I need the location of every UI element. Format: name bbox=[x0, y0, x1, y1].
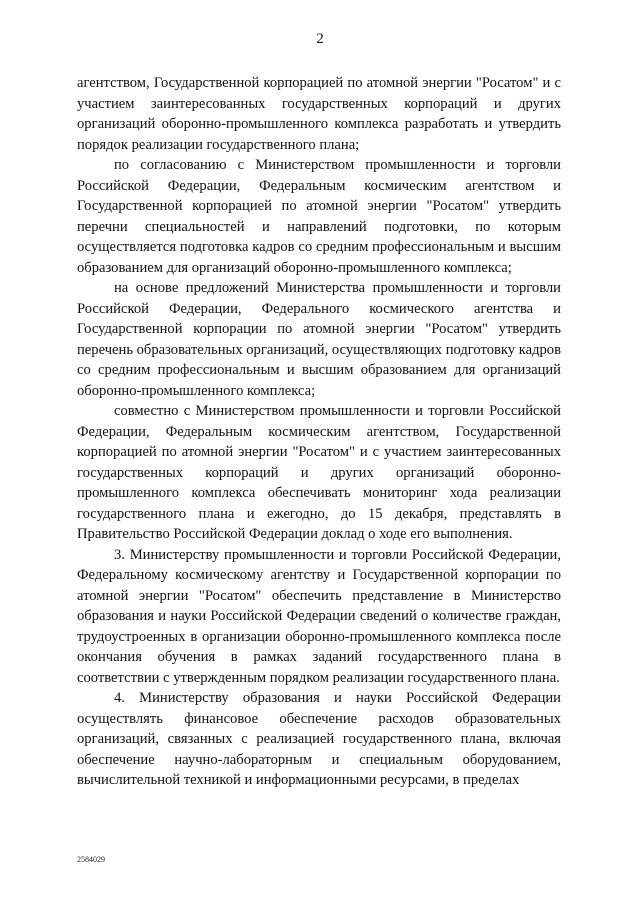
paragraph-continuation: агентством, Государственной корпорацией по атомной энергии "Росатом" и с участием заинтересованных государственных корпораций и других организаций оборонно-промышленного комплекса разработать и утвердить порядок реализации государственного плана; bbox=[77, 75, 561, 153]
paragraph-item-4: 4. Министерству образования и науки Российской Федерации осуществлять финансовое обеспечение расходов образовательных организаций, связанных с реализацией государственного плана, включая обеспечение научно-лабораторным и специальным оборудованием, вычислительной техникой и информационными ресурсами, в пределах bbox=[77, 690, 561, 788]
paragraph-educational-organizations: на основе предложений Министерства промышленности и торговли Российской Федерации, Федерального космического агентства и Государственной корпорации по атомной энергии "Росатом" утвердить перечень образовательных организаций, осуществляющих подготовку кадров со средним профессиональным и высшим образованием для организаций оборонно-промышленного комплекса; bbox=[77, 280, 561, 399]
paragraph-specialties-list: по согласованию с Министерством промышленности и торговли Российской Федерации, Федеральным космическим агентством и Государственной корпорацией по атомной энергии "Росатом" утвердить перечни специальностей и направлений подготовки, по которым осуществляется подготовка кадров со средним профессиональным и высшим образованием для организаций оборонно-промышленного комплекса; bbox=[77, 157, 561, 276]
document-id: 2584029 bbox=[77, 855, 105, 864]
paragraph-monitoring: совместно с Министерством промышленности и торговли Российской Федерации, Федеральным космическим агентством, Государственной корпорацией по атомной энергии "Росатом" и с участием заинтересованных государственных корпораций и других организаций оборонно-промышленного комплекса обеспечивать мониторинг хода реализации государственного плана и ежегодно, до 15 декабря, представлять в Правительство Российской Федерации доклад о ходе его выполнения. bbox=[77, 403, 561, 542]
document-body bbox=[77, 73, 561, 791]
paragraph-item-3: 3. Министерству промышленности и торговли Российской Федерации, Федеральному космическому агентству и Государственной корпорации по атомной энергии "Росатом" обеспечить представление в Министерство образования и науки Российской Федерации сведений о количестве граждан, трудоустроенных в организации оборонно-промышленного комплекса после окончания обучения в рамках заданий государственного плана в соответствии с утвержденным порядком реализации государственного плана. bbox=[77, 546, 561, 686]
page-number: 2 bbox=[316, 31, 324, 47]
